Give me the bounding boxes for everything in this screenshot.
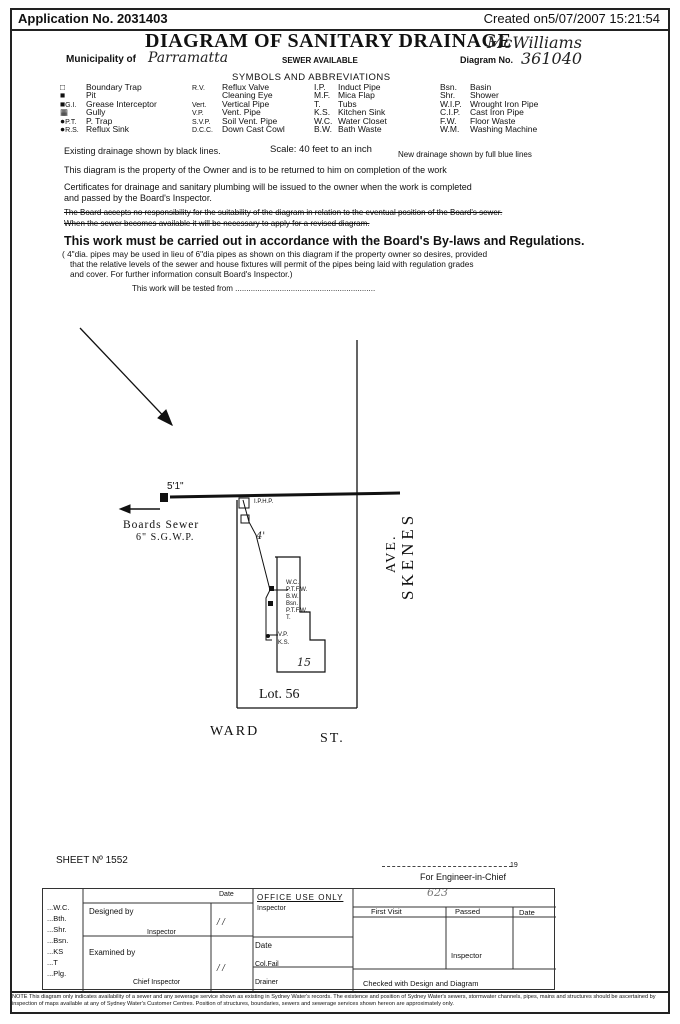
pipe-dimension: 5'1" [167,481,184,492]
fixture-row: ...KS [47,947,64,956]
application-number: Application No. 2031403 [18,11,168,26]
office-use-title: OFFICE USE ONLY [257,893,344,902]
fixture-marker [268,601,273,606]
sewer-label: Boards Sewer [123,519,200,531]
date-field: Date [255,941,272,950]
legend-item: Pit [86,90,96,101]
new-drainage-note: New drainage shown by full blue lines [398,150,532,159]
sewer-status: SEWER AVAILABLE [282,56,358,65]
fixture-row: ...T [47,958,58,967]
document-title: DIAGRAM OF SANITARY DRAINAGE [145,30,512,52]
fixture-label: V.P. [278,632,289,638]
note-line: This diagram is the property of the Owner and is to be returned to him on completion of the work [64,165,447,175]
pipe-size-label: 4' [256,531,266,542]
north-arrow-shaft [80,328,172,425]
chief-inspector-label: Chief Inspector [133,979,181,986]
ihp-label: I.P.H.P. [254,499,274,505]
fixture-row: ...Bth. [47,914,67,923]
street-ave: AVE. [384,534,399,573]
house-number: 15 [297,656,311,669]
diagram-number: 361040 [521,49,583,68]
tested-from: This work will be tested from ............................................................... [132,284,376,293]
office-use-form [42,888,555,990]
engineer-stamp: 623 [427,886,448,899]
legend-item: P. Trap [86,115,113,126]
passed: Passed [455,907,481,916]
municipality-label: Municipality of [66,54,136,65]
first-visit: First Visit [371,907,402,916]
legend-item: Gully [86,107,106,118]
fixture-label: T. [286,615,291,621]
fixture-column [47,902,70,979]
struck-note-line: When the sewer becomes available it will be necessary to apply for a revised diagram. [64,219,370,228]
fixture-label: P.T.F.W. [286,587,308,593]
checked-with-design: Checked with Design and Diagram [363,979,479,988]
reflux-sink-icon: ●R.S. [60,123,79,134]
existing-drainage-note: Existing drainage shown by black lines. [64,146,221,156]
street-ward: WARD [210,724,260,739]
grease-interceptor-icon: ■G.I. [60,98,77,109]
inspector-label: Inspector [147,929,176,936]
engineer-label: For Engineer-in-Chief [420,872,507,882]
street-skenes: SKENES [398,511,417,600]
footer-note: NOTE This diagram only indicates availability of a sewer and any sewerage service shown as existing in Sydney Water's records. The existence and position of Sydney Water's sewers, stormwater channels, pipes, mains and structures should be ascertained by inspection of maps available at any of Sydney Water's Customer Centres. Position of structures, boundaries, sewers and sewerage services shown hereon are approximately only. [12,994,656,1007]
inspector-2: Inspector [451,951,482,960]
pipes-note-line: that the relative levels of the sewer and house fixtures will permit of the pipes being laid with regulation grades [70,259,474,269]
lot-label: Lot. 56 [259,687,300,702]
vent-labels [278,631,289,647]
drain-pipe [243,500,272,640]
engineer-year: 19 [510,862,518,869]
symbols-heading: SYMBOLS AND ABBREVIATIONS [232,72,391,83]
fixture-labels [286,580,307,622]
fixture-label: P.T.F.W. [286,608,308,614]
colfail-field: Col.Fail [255,961,279,968]
fixture-marker [269,586,274,591]
fixture-label: W.C. [286,580,299,586]
fixture-row: ...Bsn. [47,936,69,945]
boundary-trap-icon: □ [60,82,66,92]
legend-col3: I.P. Induct Pipe M.F. Mica Flap T. Tubs K.S. Kitchen Sink W.C. Water Closet B.W. Bath Waste [314,82,387,134]
legend-item: Boundary Trap [86,82,142,92]
pipes-note-line: ( 4"dia. pipes may be used in lieu of 6"dia pipes as shown on this diagram if the property owner so desires, provided [62,249,488,259]
sewer-main-line [170,493,400,497]
inspector-field: Inspector [257,905,286,912]
sewer-spec: 6" S.G.W.P. [136,532,195,543]
designed-by: Designed by [89,907,134,916]
sheet-number: SHEET Nº 1552 [56,855,128,866]
note-line: Certificates for drainage and sanitary plumbing will be issued to the owner when the work is completed [64,182,472,192]
date-value: / / [217,917,225,926]
pipes-note-line: and cover. For further information consult Board's Inspector.) [70,269,293,279]
date-value: / / [217,963,225,972]
vent-pipe-marker [266,634,270,638]
pit-icon: ■ [60,90,66,101]
created-timestamp: Created on5/07/2007 15:21:54 [483,11,660,26]
footer-divider [10,991,670,993]
municipality-value: Parramatta [148,50,229,66]
diagram-label: Diagram No. [460,55,514,65]
boundary-trap-icon [160,493,168,502]
form-grid [43,889,556,991]
owner-name-handwritten: McWilliams [487,33,582,52]
note-line: and passed by the Board's Inspector. [64,193,212,203]
fixture-row: ...Shr. [47,925,67,934]
fixture-row: ...W.C. [47,903,70,912]
struck-note-line: The Board accepts no responsibility for the suitability of the diagram in relation to the eventual position of the Board's sewer. [64,208,503,217]
drainer-field: Drainer [255,979,278,986]
fixture-label: B.W. [286,594,299,600]
date-col: Date [519,908,535,917]
fixture-label: Bsn. [286,601,299,607]
legend-item: Grease Interceptor [86,98,157,109]
fixture-label: K.S. [278,640,290,646]
examined-by: Examined by [89,948,136,957]
fixture-row: ...Plg. [47,969,67,978]
signature-line [382,866,512,867]
bylaws-note: This work must be carried out in accordance with the Board's By-laws and Regulations. [64,234,585,248]
scale-note: Scale: 40 feet to an inch [270,144,372,155]
legend-col2: R.V. Reflux Valve Cleaning Eye Vert. Vertical Pipe V.P. Vent. Pipe S.V.P. Soil Vent. Pipe D.C.C. Down Cast Cowl [192,82,285,134]
legend-item: Reflux Sink [86,123,129,134]
street-st: ST. [320,731,345,746]
date-header: Date [219,891,234,898]
arrow-head [120,505,130,513]
p-trap-icon: ●P.T. [60,115,77,126]
legend-col4: Bsn. Basin Shr. Shower W.I.P. Wrought Iron Pipe C.I.P. Cast Iron Pipe F.W. Floor Waste W.M. Washing Machine [440,82,539,134]
gully-icon: ▦ [60,107,69,118]
